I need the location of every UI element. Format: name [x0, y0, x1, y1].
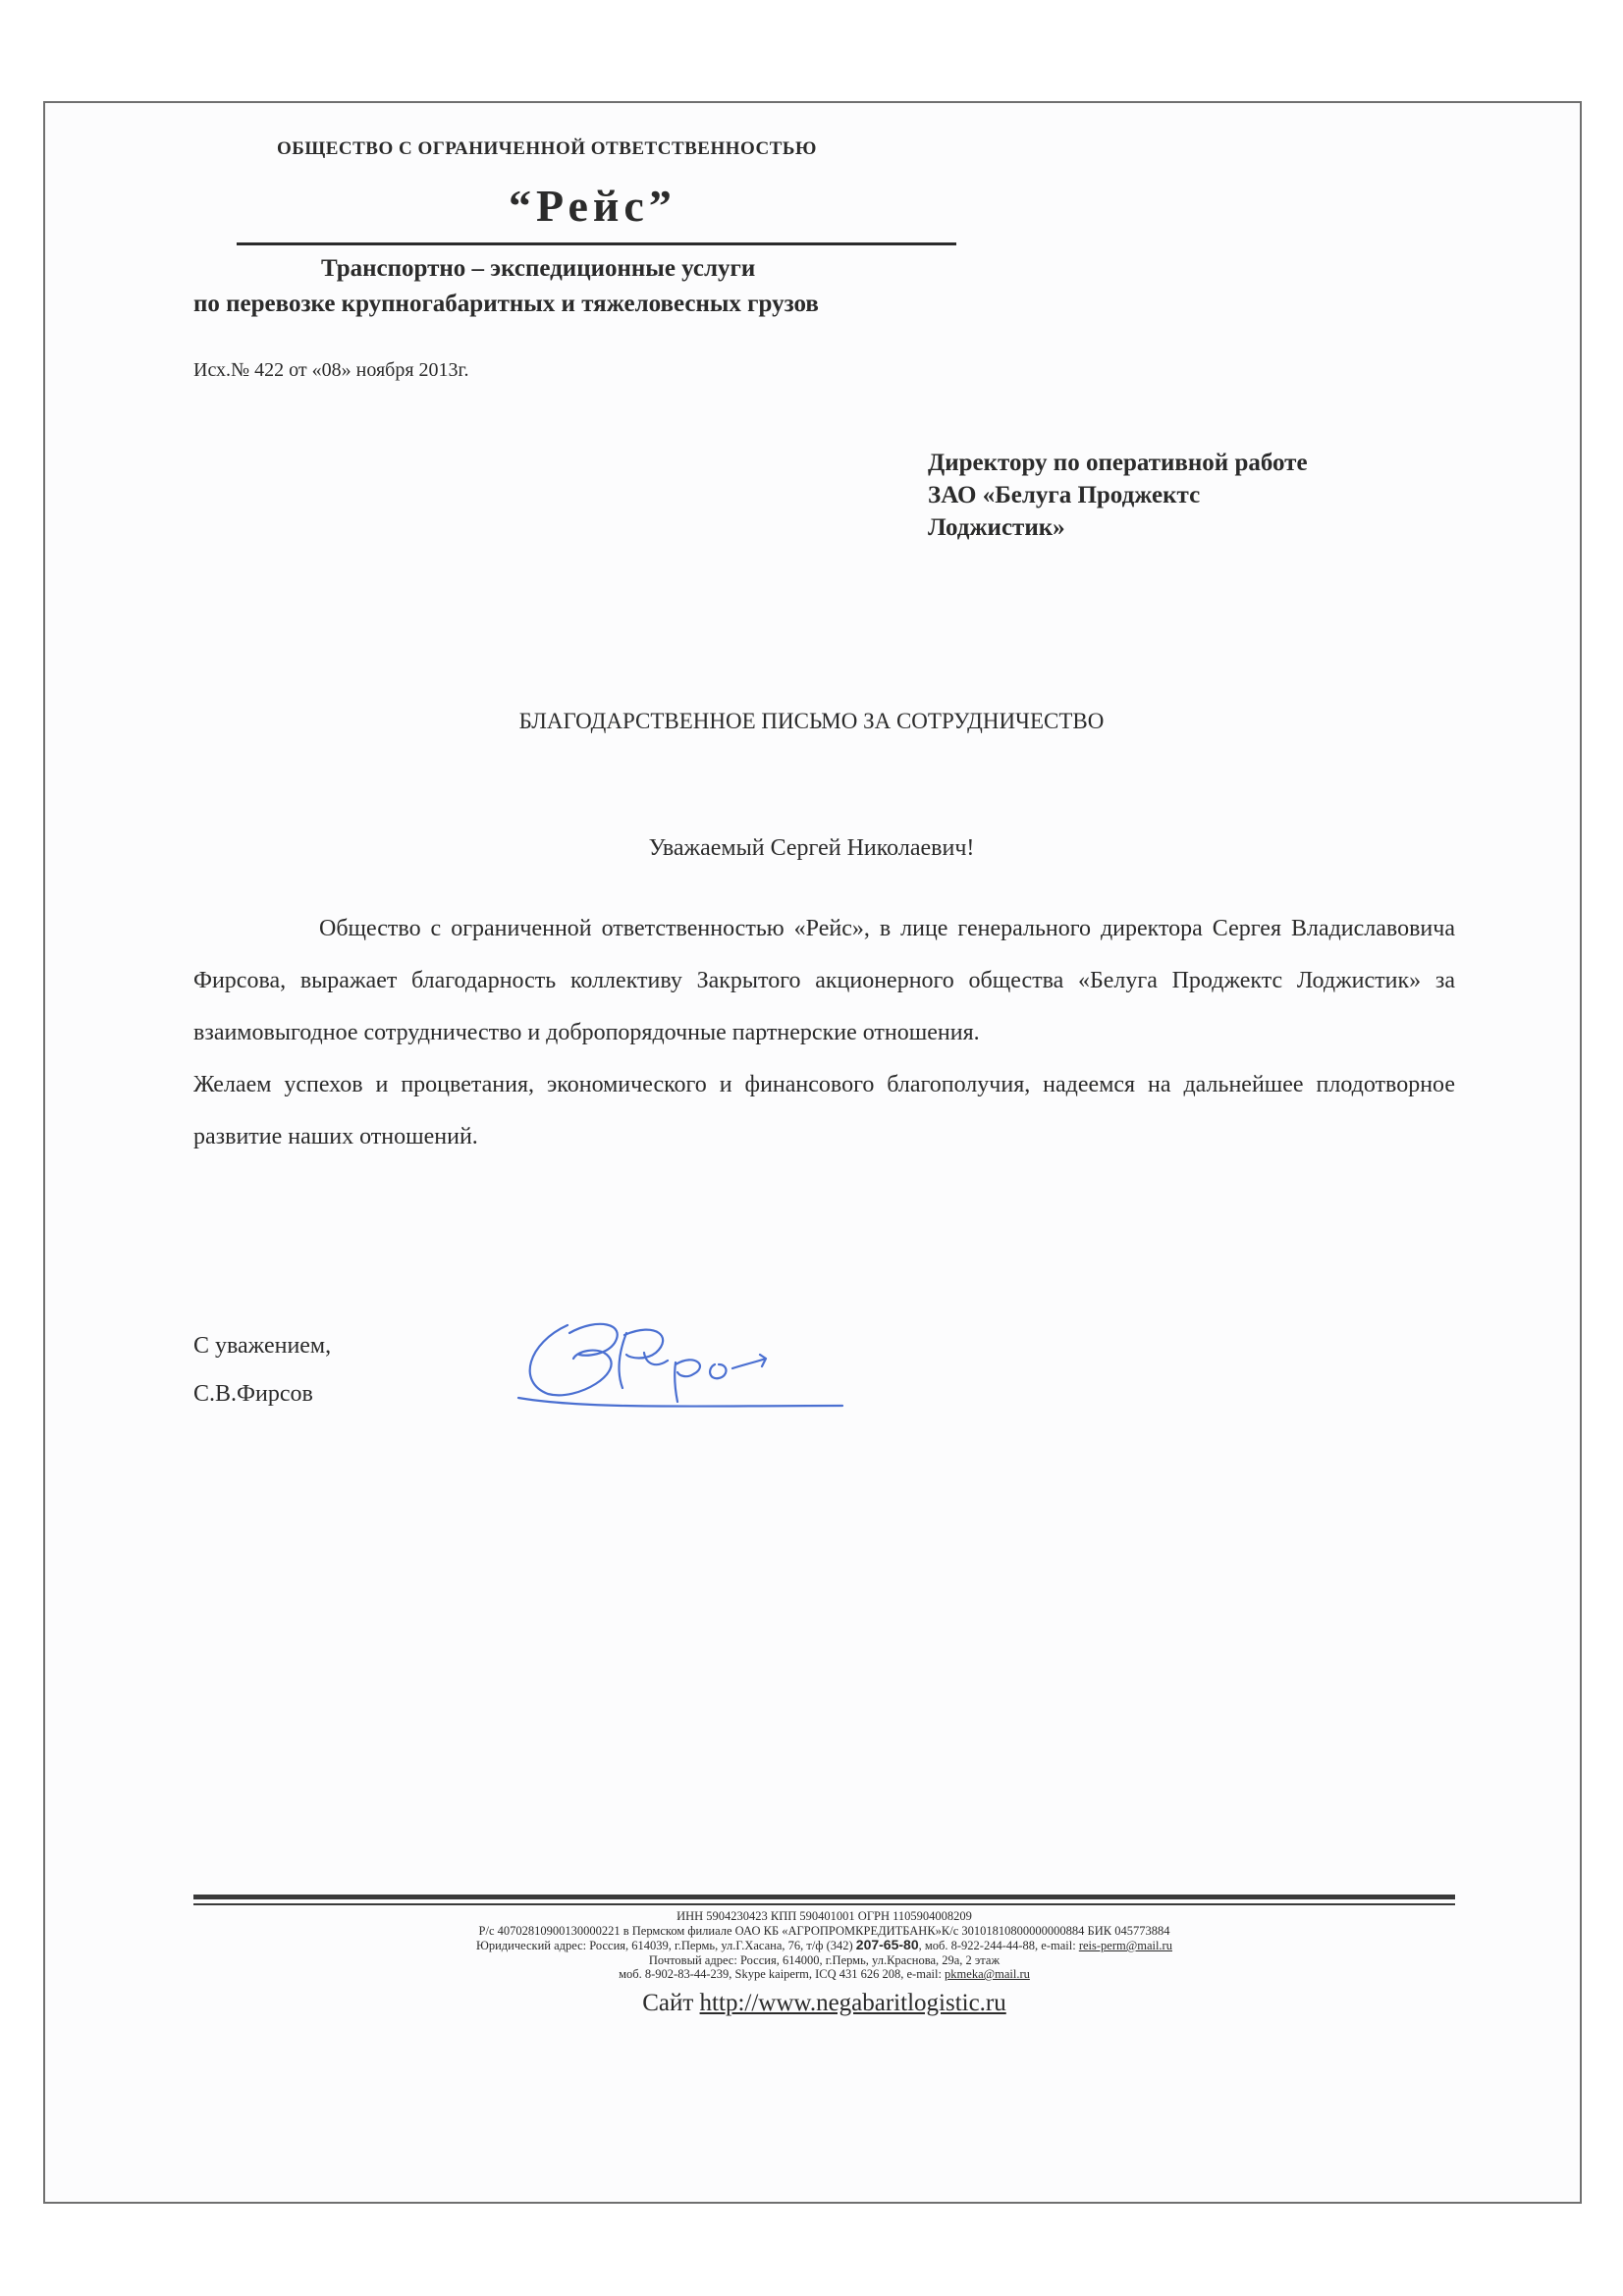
addressee-block — [928, 447, 1308, 544]
footer-postal-address: Почтовый адрес: Россия, 614000, г.Пермь, ул.Краснова, 29а, 2 этаж — [648, 1952, 1001, 1967]
addressee-line-3: Лоджистик» — [928, 514, 1065, 541]
site-label: Сайт — [642, 1989, 694, 2016]
footer-block — [193, 1909, 1455, 2021]
company-type: ОБЩЕСТВО С ОГРАНИЧЕННОЙ ОТВЕТСТВЕННОСТЬЮ — [277, 138, 817, 159]
document-title: БЛАГОДАРСТВЕННОЕ ПИСЬМО ЗА СОТРУДНИЧЕСТВО — [518, 709, 1105, 733]
header-divider — [237, 242, 956, 245]
closing-regards: С уважением, — [193, 1333, 332, 1359]
services-line-2: по перевозке крупногабаритных и тяжеловесных грузов — [193, 291, 819, 317]
body-paragraph-2: Желаем успехов и процветания, экономического и финансового благополучия, надеемся на дальнейшее плодотворное развитие наших отношений. — [193, 1072, 1455, 1149]
site-link[interactable]: http://www.negabaritlogistic.ru — [699, 1989, 1006, 2016]
addressee-line-2: ЗАО «Белуга Проджектс — [928, 482, 1201, 508]
footer-phone: 207-65-80 — [855, 1937, 919, 1952]
footer-email-link[interactable]: reis-perm@mail.ru — [1078, 1939, 1172, 1952]
outgoing-reference: Исх.№ 422 от «08» ноября 2013г. — [193, 359, 469, 381]
signer-name: С.В.Фирсов — [193, 1381, 313, 1407]
footer-bank-details: Р/с 40702810900130000221 в Пермском филиале ОАО КБ «АГРОПРОМКРЕДИТБАНК»К/с 30101810800000000884 БИК 045773884 — [478, 1923, 1170, 1938]
closing-block — [193, 1322, 331, 1418]
footer-site — [193, 1986, 1455, 2021]
letter-body — [193, 903, 1455, 1163]
footer-contacts: моб. 8-902-83-44-239, Skype kaiperm, ICQ 431 626 208, e-mail: pkmeka@mail.ru — [619, 1967, 1030, 1981]
services-line-1: Транспортно – экспедиционные услуги — [321, 255, 756, 282]
addressee-line-1: Директору по оперативной работе — [928, 450, 1308, 476]
footer-registration: ИНН 5904230423 КПП 590401001 ОГРН 1105904008209 — [676, 1909, 972, 1923]
footer-divider — [193, 1895, 1455, 1905]
footer-legal-address: Юридический адрес: Россия, 614039, г.Пермь, ул.Г.Хасана, 76, т/ф (342) 207-65-80, моб. 8-922-244-44-88, e-mail: reis-perm@mail.ru — [476, 1937, 1172, 1952]
body-paragraph-1: Общество с ограниченной ответственностью «Рейс», в лице генерального директора Сергея Владиславовича Фирсова, выражает благодарность коллективу Закрытого акционерного общества «Белуга Проджектс Лоджистик» за взаимовыгодное сотрудничество и добропорядочные партнерские отношения. — [193, 916, 1455, 1045]
salutation: Уважаемый Сергей Николаевич! — [648, 835, 975, 861]
handwritten-signature — [509, 1304, 862, 1421]
footer-email-link-2[interactable]: pkmeka@mail.ru — [945, 1967, 1030, 1981]
company-name: “Рейс” — [509, 181, 676, 231]
